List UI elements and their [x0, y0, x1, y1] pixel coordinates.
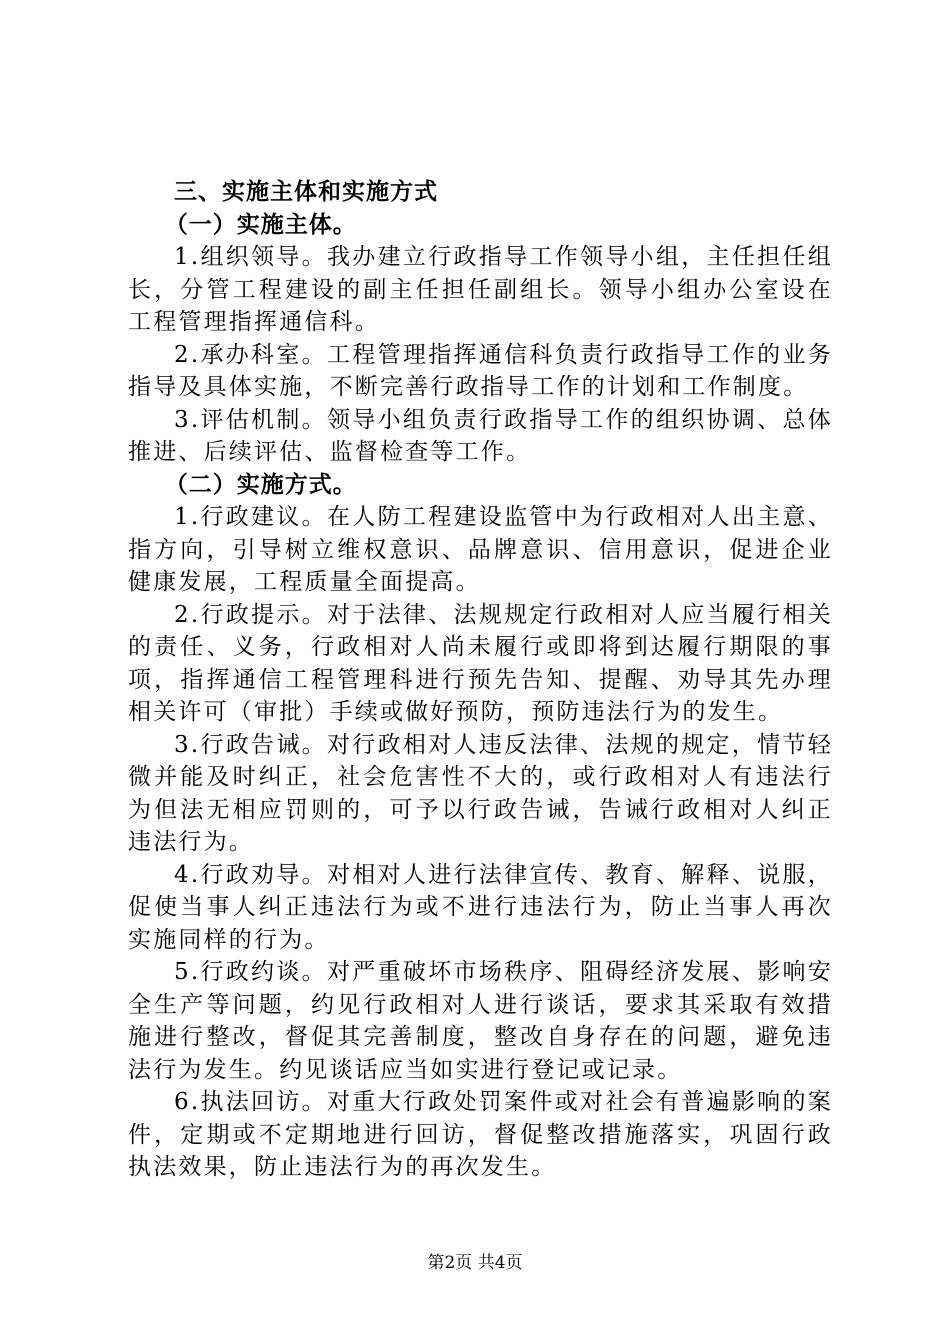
paragraph-department: 2.承办科室。工程管理指挥通信科负责行政指导工作的业务指导及具体实施，不断完善行政指导工作的计划和工作制度。 — [128, 341, 833, 400]
paragraph-prompt: 2.行政提示。对于法律、法规规定行政相对人应当履行相关的责任、义务，行政相对人尚未履行或即将到达履行期限的事项，指挥通信工程管理科进行预先告知、提醒、劝导其先办理相关许可（审批）手续或做好预防，预防违法行为的发生。 — [128, 601, 833, 725]
paragraph-suggestion: 1.行政建议。在人防工程建设监管中为行政相对人出主意、指方向，引导树立维权意识、品牌意识、信用意识，促进企业健康发展，工程质量全面提高。 — [128, 504, 833, 595]
paragraph-persuasion: 4.行政劝导。对相对人进行法律宣传、教育、解释、说服，促使当事人纠正违法行为或不进行违法行为，防止当事人再次实施同样的行为。 — [128, 861, 833, 953]
paragraph-organization: 1.组织领导。我办建立行政指导工作领导小组，主任担任组长，分管工程建设的副主任担任副组长。领导小组办公室设在工程管理指挥通信科。 — [128, 244, 833, 335]
subsection-title-methods: （二）实施方式。 — [164, 471, 357, 498]
document-body — [128, 176, 833, 1184]
paragraph-follow-up: 6.执法回访。对重大行政处罚案件或对社会有普遍影响的案件，定期或不定期地进行回访，督促整改措施落实，巩固行政执法效果，防止违法行为的再次发生。 — [128, 1089, 833, 1180]
subsection-title-implementer: （一）实施主体。 — [164, 211, 357, 238]
page-number-footer: 第2页 共4页 — [427, 1253, 523, 1273]
paragraph-evaluation: 3.评估机制。领导小组负责行政指导工作的组织协调、总体推进、后续评估、监督检查等工作。 — [128, 406, 833, 465]
paragraph-interview: 5.行政约谈。对严重破坏市场秩序、阻碍经济发展、影响安全生产等问题，约见行政相对人进行谈话，要求其采取有效措施进行整改，督促其完善制度，整改自身存在的问题，避免违法行为发生。约见谈话应当如实进行登记或记录。 — [128, 959, 833, 1083]
paragraph-warning: 3.行政告诫。对行政相对人违反法律、法规的规定，情节轻微并能及时纠正，社会危害性不大的，或行政相对人有违法行为但法无相应罚则的，可予以行政告诫，告诫行政相对人纠正违法行为。 — [128, 731, 833, 855]
section-heading: 三、实施主体和实施方式 — [174, 179, 438, 205]
